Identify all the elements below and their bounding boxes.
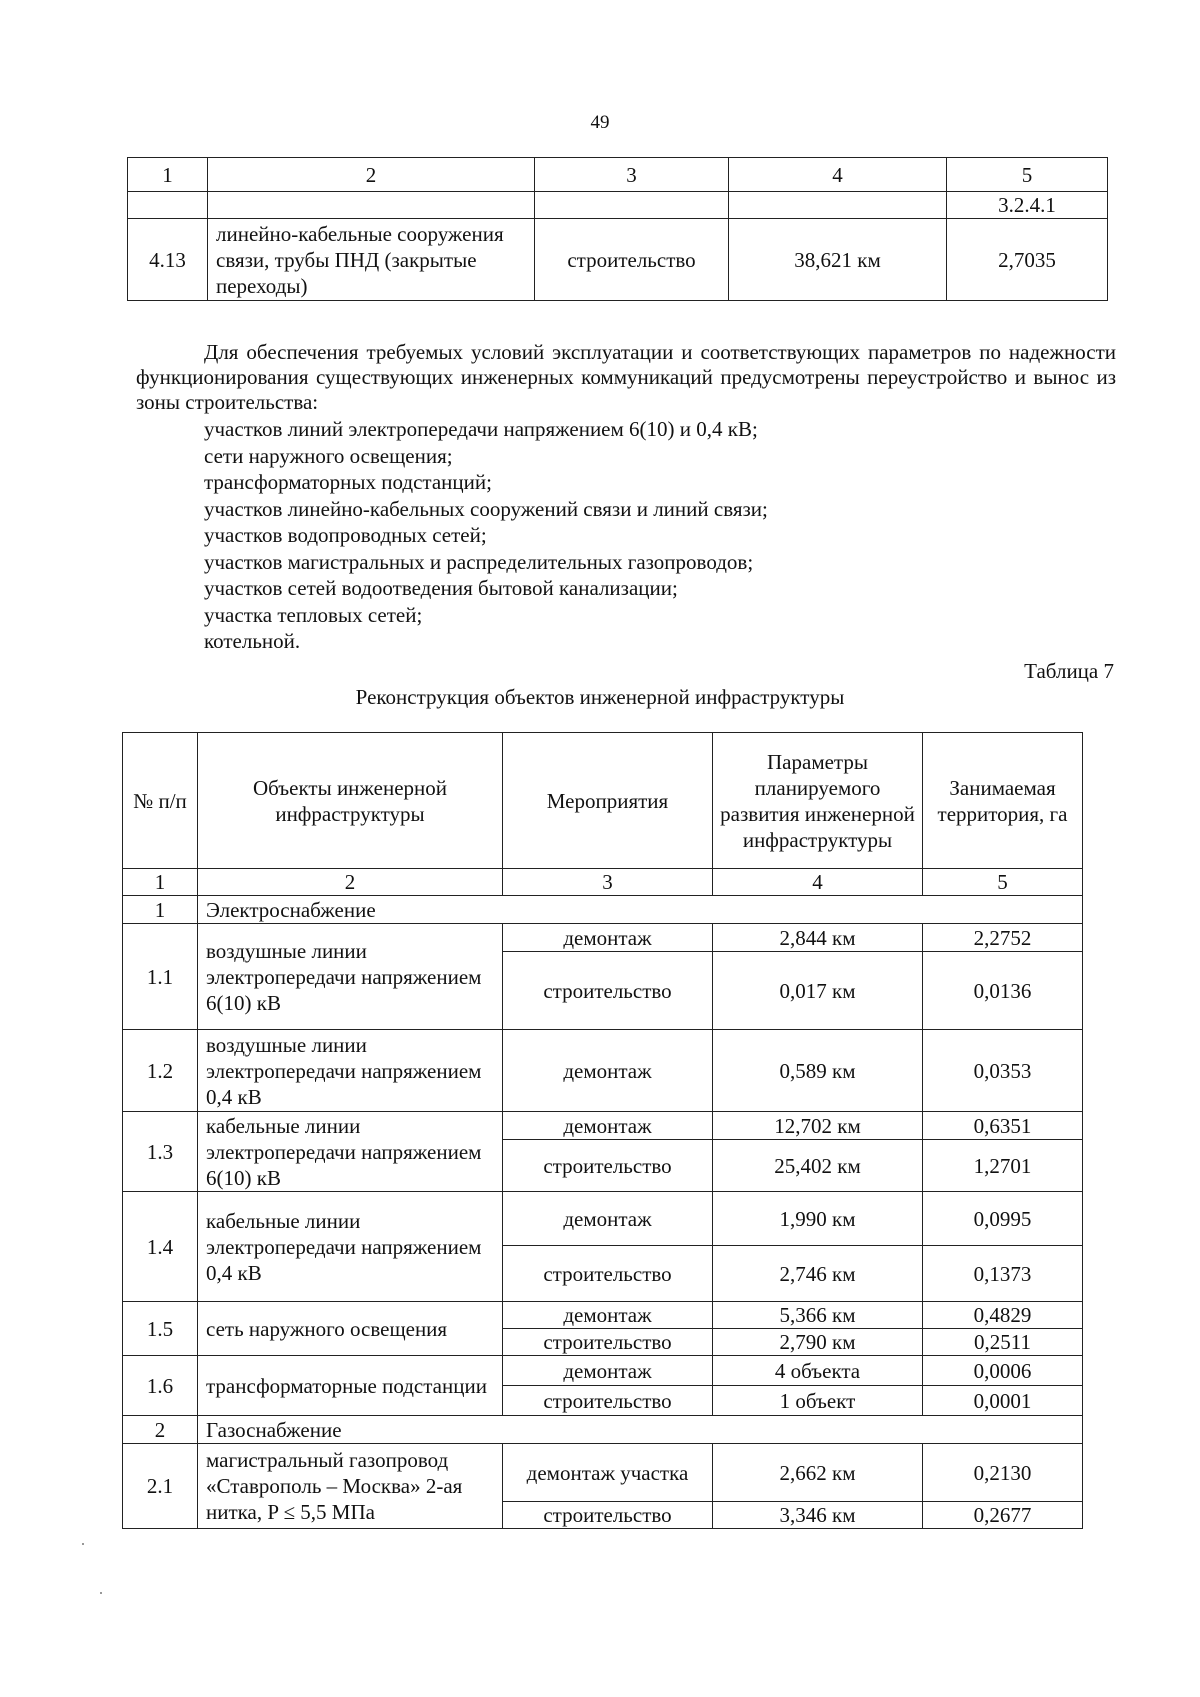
object-cell: кабельные линии электропередачи напряжением 0,4 кВ [198, 1192, 503, 1302]
header-cell: Занимаемая территория, га [923, 733, 1083, 869]
table-label: Таблица 7 [1024, 659, 1114, 683]
table-cell: 1 [128, 158, 208, 192]
row-number: 2.1 [123, 1444, 198, 1529]
action-cell: строительство [503, 1246, 713, 1302]
table-row [123, 1302, 1083, 1329]
area-cell: 0,0353 [923, 1030, 1083, 1112]
area-cell: 0,2677 [923, 1502, 1083, 1529]
table-header-row [123, 733, 1083, 869]
area-cell: 0,6351 [923, 1112, 1083, 1140]
table-row [128, 192, 1108, 219]
param-cell: 1,990 км [713, 1192, 923, 1246]
scan-speck [82, 1543, 84, 1545]
row-number: 1.4 [123, 1192, 198, 1302]
param-cell: 2,790 км [713, 1329, 923, 1356]
table-row [123, 1444, 1083, 1502]
table-cell: 2 [198, 869, 503, 896]
object-cell: трансформаторные подстанции [198, 1356, 503, 1416]
section-number: 2 [123, 1416, 198, 1444]
table-cell [535, 192, 729, 219]
table-cell: 5 [923, 869, 1083, 896]
action-cell: строительство [535, 219, 729, 301]
action-cell: демонтаж [503, 1030, 713, 1112]
row-number: 1.6 [123, 1356, 198, 1416]
section-row [123, 1416, 1083, 1444]
row-number: 1.3 [123, 1112, 198, 1192]
table-cell: 2 [208, 158, 535, 192]
table-row [128, 219, 1108, 301]
body-paragraph [136, 340, 1116, 415]
area-cell: 2,7035 [947, 219, 1108, 301]
table-cell [729, 192, 947, 219]
list-item: участков линий электропередачи напряжением 6(10) и 0,4 кВ; [204, 417, 758, 441]
area-cell: 0,0001 [923, 1386, 1083, 1416]
table-cell: 1 [123, 869, 198, 896]
table-cell: 4 [729, 158, 947, 192]
list-item: трансформаторных подстанций; [204, 470, 492, 494]
section-title: Газоснабжение [198, 1416, 1083, 1444]
table-cell [208, 192, 535, 219]
area-cell: 0,0006 [923, 1356, 1083, 1386]
section-row [123, 896, 1083, 924]
list-item: участков линейно-кабельных сооружений связи и линий связи; [204, 496, 768, 521]
area-cell: 0,0136 [923, 952, 1083, 1030]
action-cell: демонтаж [503, 1192, 713, 1246]
object-cell: линейно-кабельные сооружения связи, трубы ПНД (закрытые переходы) [208, 219, 535, 301]
table-row [123, 1030, 1083, 1112]
action-cell: демонтаж участка [503, 1444, 713, 1502]
param-cell: 12,702 км [713, 1112, 923, 1140]
list-item: участков сетей водоотведения бытовой канализации; [204, 576, 678, 600]
table-cell: 5 [947, 158, 1108, 192]
object-cell: воздушные линии электропередачи напряжением 0,4 кВ [198, 1030, 503, 1112]
header-cell: № п/п [123, 733, 198, 869]
header-cell: Объекты инженерной инфраструктуры [198, 733, 503, 869]
table-row [123, 1356, 1083, 1386]
list-item: участка тепловых сетей; [204, 602, 423, 627]
param-cell: 25,402 км [713, 1140, 923, 1192]
param-cell: 0,017 км [713, 952, 923, 1030]
action-cell: строительство [503, 952, 713, 1030]
action-cell: демонтаж [503, 1112, 713, 1140]
infrastructure-table [122, 732, 1083, 1529]
action-cell: строительство [503, 1502, 713, 1529]
param-cell: 2,844 км [713, 924, 923, 952]
area-cell: 0,0995 [923, 1192, 1083, 1246]
table-cell: 4 [713, 869, 923, 896]
area-cell: 2,2752 [923, 924, 1083, 952]
list-item: участков магистральных и распределительных газопроводов; [204, 549, 754, 574]
area-cell: 0,2130 [923, 1444, 1083, 1502]
list-item: котельной. [204, 629, 301, 653]
action-cell: демонтаж [503, 1302, 713, 1329]
header-cell: Мероприятия [503, 733, 713, 869]
list-item: участков водопроводных сетей; [204, 523, 487, 547]
param-cell: 1 объект [713, 1386, 923, 1416]
continuation-table [127, 157, 1108, 301]
param-cell: 2,746 км [713, 1246, 923, 1302]
param-cell: 38,621 км [729, 219, 947, 301]
table-cell: 3.2.4.1 [947, 192, 1108, 219]
row-number: 1.2 [123, 1030, 198, 1112]
section-number: 1 [123, 896, 198, 924]
section-title: Электроснабжение [198, 896, 1083, 924]
param-cell: 3,346 км [713, 1502, 923, 1529]
action-cell: демонтаж [503, 1356, 713, 1386]
list-item: сети наружного освещения; [204, 443, 453, 468]
table-row [123, 1112, 1083, 1140]
action-cell: демонтаж [503, 924, 713, 952]
area-cell: 0,4829 [923, 1302, 1083, 1329]
object-cell: воздушные линии электропередачи напряжением 6(10) кВ [198, 924, 503, 1030]
param-cell: 5,366 км [713, 1302, 923, 1329]
area-cell: 0,1373 [923, 1246, 1083, 1302]
paragraph-text: Для обеспечения требуемых условий эксплуатации и соответствующих параметров по надежности функционирования существующих инженерных коммуникаций предусмотрены переустройство и вынос из зоны строительства: [136, 340, 1116, 414]
action-cell: строительство [503, 1140, 713, 1192]
column-number-row [123, 869, 1083, 896]
table-header-row [128, 158, 1108, 192]
table-cell: 3 [535, 158, 729, 192]
area-cell: 1,2701 [923, 1140, 1083, 1192]
table-cell [128, 192, 208, 219]
page-number: 49 [590, 112, 610, 133]
object-cell: магистральный газопровод «Ставрополь – Москва» 2-ая нитка, P ≤ 5,5 МПа [198, 1444, 503, 1529]
row-number: 1.5 [123, 1302, 198, 1356]
table-row [123, 924, 1083, 952]
object-cell: сеть наружного освещения [198, 1302, 503, 1356]
param-cell: 0,589 км [713, 1030, 923, 1112]
area-cell: 0,2511 [923, 1329, 1083, 1356]
object-cell: кабельные линии электропередачи напряжением 6(10) кВ [198, 1112, 503, 1192]
header-cell: Параметры планируемого развития инженерной инфраструктуры [713, 733, 923, 869]
action-cell: строительство [503, 1386, 713, 1416]
item-list [204, 416, 1104, 655]
scan-speck [100, 1592, 102, 1594]
table-row [123, 1192, 1083, 1246]
table-cell: 3 [503, 869, 713, 896]
action-cell: строительство [503, 1329, 713, 1356]
row-number: 1.1 [123, 924, 198, 1030]
row-number: 4.13 [128, 219, 208, 301]
param-cell: 2,662 км [713, 1444, 923, 1502]
table-title: Реконструкция объектов инженерной инфраструктуры [355, 685, 845, 709]
param-cell: 4 объекта [713, 1356, 923, 1386]
